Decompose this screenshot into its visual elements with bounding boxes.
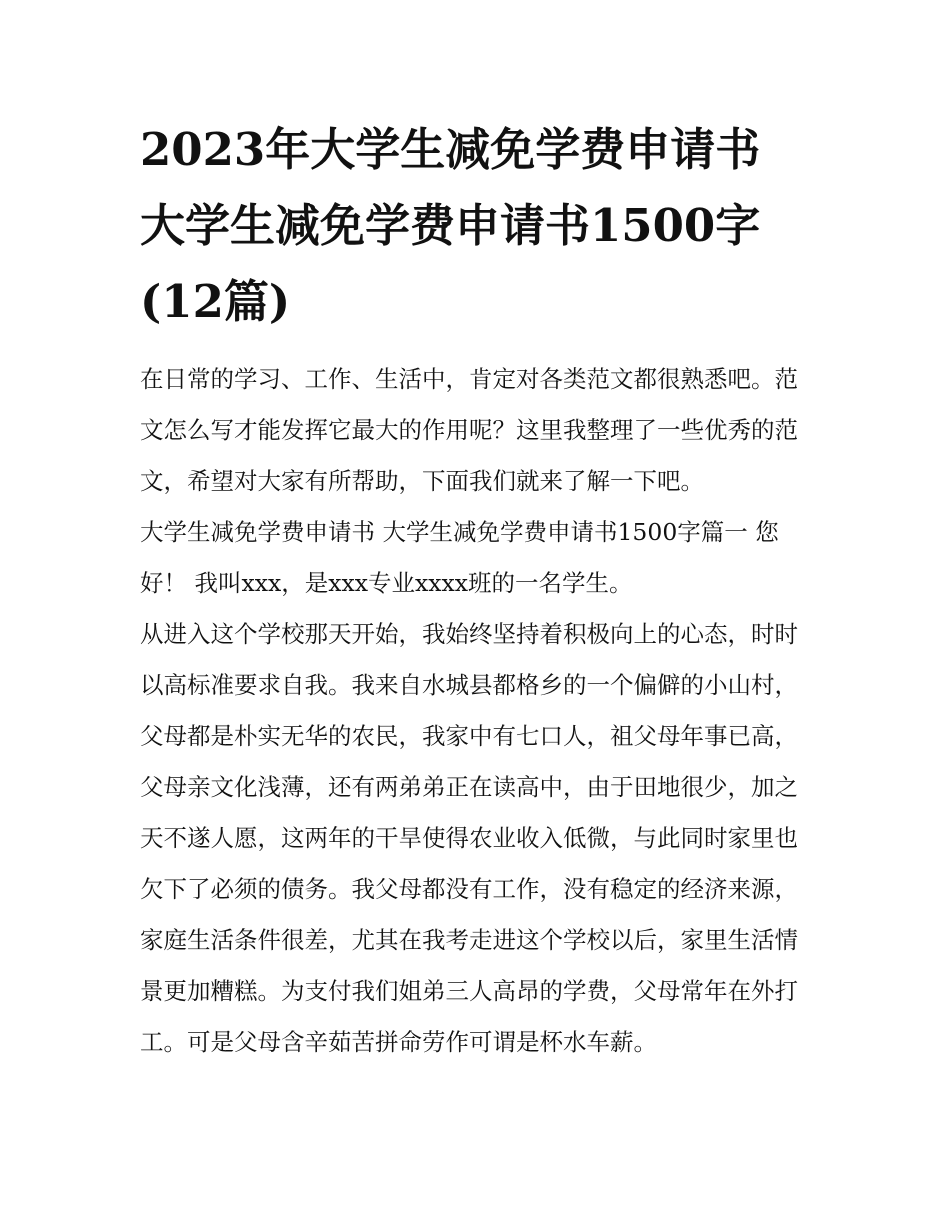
document-title: [140, 112, 812, 340]
greeting-paragraph: 大学生减免学费申请书 大学生减免学费申请书1500字篇一 您好！ 我叫xxx，是xxx专业xxxx班的一名学生。: [140, 518, 779, 597]
title-line: (12篇): [140, 275, 291, 328]
body-paragraph: 从进入这个学校那天开始，我始终坚持着积极向上的心态，时时以高标准要求自我。我来自水城县都格乡的一个偏僻的小山村，父母都是朴实无华的农民，我家中有七口人，祖父母年事已高，父母亲文化浅薄，还有两弟弟正在读高中，由于田地很少，加之天不遂人愿，这两年的干旱使得农业收入低微，与此同时家里也欠下了必须的债务。我父母都没有工作，没有稳定的经济来源，家庭生活条件很差，尤其在我考走进这个学校以后，家里生活情景更加糟糕。为支付我们姐弟三人高昂的学费，父母常年在外打工。可是父母含辛茹苦拼命劳作可谓是杯水车薪。: [140, 620, 798, 1056]
title-line: 大学生减免学费申请书1500字: [140, 199, 761, 252]
intro-paragraph: 在日常的学习、工作、生活中，肯定对各类范文都很熟悉吧。范文怎么写才能发挥它最大的作用呢？这里我整理了一些优秀的范文，希望对大家有所帮助，下面我们就来了解一下吧。: [140, 365, 798, 495]
document-page: [140, 112, 812, 1068]
title-line: 2023年大学生减免学费申请书: [140, 123, 761, 176]
